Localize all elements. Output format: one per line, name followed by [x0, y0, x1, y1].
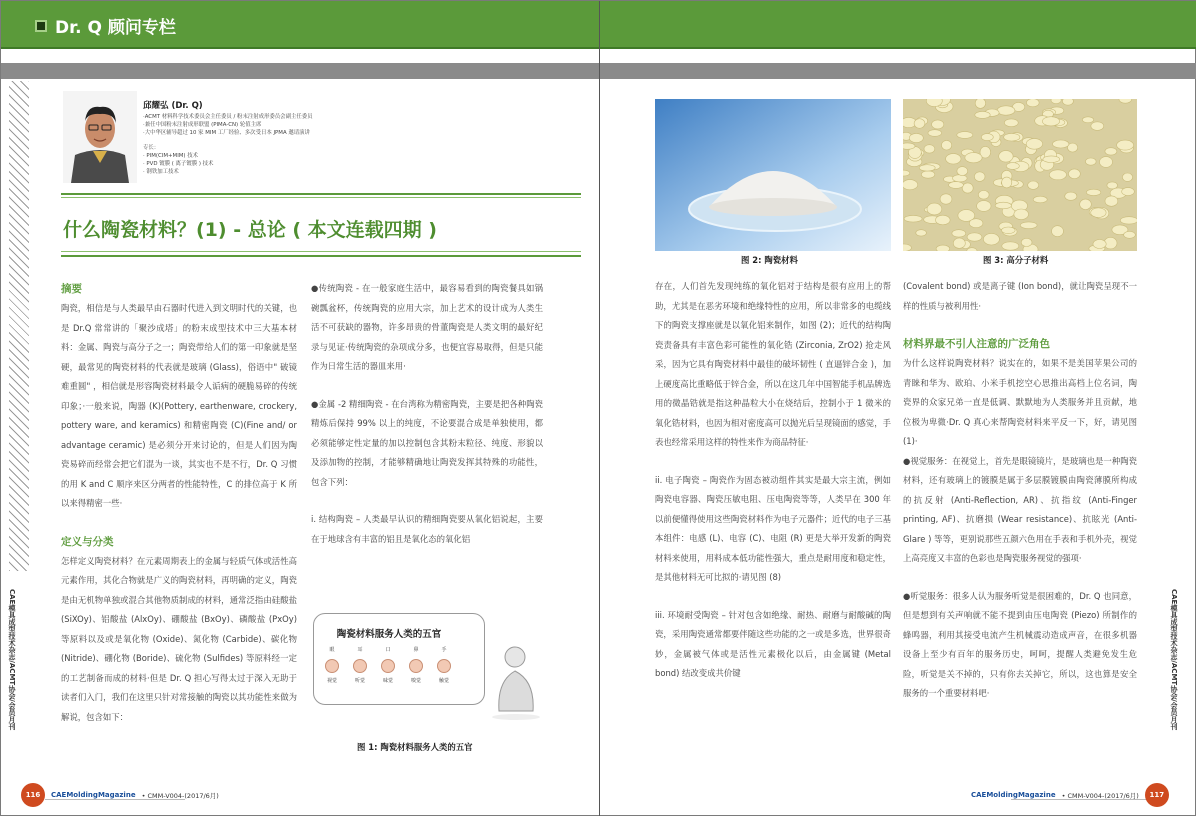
pellet: [1107, 182, 1118, 189]
pellet: [1122, 173, 1132, 181]
pellet: [975, 111, 990, 118]
paragraph: ●视觉服务：在视觉上，首先是眼镜镜片，是玻璃也是一种陶瓷材料，还有玻璃上的镀膜是属于多层膜镀膜由陶瓷薄膜所构成的抗反射 (Anti-Reflection, AR)、抗指纹 (Anti-Finger printing, AF)、抗磨损 (Wear resistance)、抗眩光 (Anti-Glare ) 等等，更别说那些五颜六色用在手表和手机外壳，视觉上高亮度又丰富的色彩也是陶瓷服务视觉的强项·: [903, 455, 1137, 563]
pellet: [967, 248, 977, 251]
figure-title: 陶瓷材料服务人类的五官: [336, 629, 442, 640]
pellet: [1006, 163, 1019, 170]
footer-right: [971, 783, 1169, 807]
pellet: [957, 167, 968, 176]
side-label-left: CAE模具成型技术杂志/ACMT协会/会员月刊: [8, 589, 16, 730]
pellet: [967, 233, 982, 241]
page-spine: [599, 1, 600, 816]
pellet: [940, 194, 952, 204]
pellet: [932, 120, 944, 129]
left-column-1: [61, 279, 297, 761]
pellet: [977, 201, 991, 212]
profile-line: · PVD 镀膜 ( 离子镀膜 ) 技术: [143, 161, 214, 167]
pellet: [936, 245, 950, 251]
page-number-right: 117: [1145, 783, 1169, 807]
nose-icon: [409, 659, 423, 673]
pellet: [936, 215, 951, 225]
pellet: [903, 180, 918, 190]
side-label-right: CAE模具成型技术杂志/ACMT协会/会员月刊: [1170, 589, 1178, 730]
five-senses-figure: [313, 613, 485, 705]
left-column-2: [311, 279, 543, 579]
footer-left: [21, 783, 219, 807]
pellet: [1069, 169, 1081, 179]
ear-icon: [353, 659, 367, 673]
pellet: [1062, 99, 1073, 105]
pellet: [919, 165, 935, 171]
paragraph: ii. 电子陶瓷 – 陶瓷作为固态被动组件其实是最大宗主流，例如陶瓷电容器、陶瓷压敏电阻、压电陶瓷等等，人类早在 300 年以前便懂得使用这些陶瓷材料作为电子元器件；近代的电子三基本组件：电感 (L)、电容 (C)、电阻 (R) 更是大举开发新的陶瓷材料来使用，用料成本低功能性强大，重点是耐用度和稳定性，是其他材料无可比拟的·请见图 (8): [655, 474, 891, 582]
title-rule-top: [61, 193, 581, 195]
pellet: [1120, 217, 1137, 224]
column-title: [35, 13, 176, 38]
pellet: [904, 215, 922, 222]
pellet: [921, 171, 934, 178]
paragraph: 存在，人们首先发现纯练的氧化铝对于结构是很有应用上的帮助，尤其是在恶劣环境和绝缘特性的应用，所以非常多的电缆线下的陶瓷支撑座就是以氧化铝来制作，如图 (2)；近代的结构陶瓷责备具有丰富色彩可能性的氧化锆 (Zirconia, ZrO2) 抢走风采，因为它具有陶瓷材料中最佳的破坏韧性 ( 直逼锌合金 )，加上硬度高比重略低于锌合金，所以在这几年中国智能手机品牌选用的微晶锆就是指这种晶粒大小在烧结后，控制小于 1 微米的氧化锆材料，也因为相对密度高可以抛光后呈现镜面的感觉，手表也经常采用这样的特性来作为商品特征·: [655, 281, 891, 447]
figure-3-caption: 图 3: 高分子材料: [983, 255, 1049, 265]
pellet: [1091, 122, 1104, 131]
paragraph: 为什么这样说陶瓷材料？说实在的，如果不是美国苹果公司的青睐和华为、欧珀、小米手机挖空心思推出高档上位名词，陶瓷界的众家兄弟一直是低调、默默地为人类服务并且贡献，地位极为卑微·Dr. Q 真心来帮陶瓷材料来平反一下，好，请见图 (1)·: [903, 358, 1137, 446]
profile-line: 专长：: [143, 145, 160, 151]
paragraph: ●金属 -2 精细陶瓷 - 在台湾称为精密陶瓷，主要是把各种陶瓷精炼后保持 99% 以上的纯度，不论要混合成是单独使用，都必须能够定性定量的加以控制包含其粉末粒径、纯度、形貌以及添加物的控制，才能够精确地让陶瓷发挥其特殊的功能性，包含下列：: [311, 398, 543, 487]
pellet: [1004, 133, 1020, 141]
figure-1-caption: 图 1: 陶瓷材料服务人类的五官: [357, 742, 473, 752]
pellet: [995, 202, 1011, 209]
pellet: [1051, 99, 1061, 104]
issue-label: • CMM-V004-(2017/6月): [141, 791, 219, 800]
pellet: [983, 233, 999, 245]
pellet: [1028, 181, 1039, 189]
pellet: [924, 145, 935, 153]
title-rule-top-thin: [61, 197, 581, 198]
eye-icon: [325, 659, 339, 673]
pellet: [1053, 140, 1069, 148]
pellet: [1042, 117, 1059, 126]
pellet: [1049, 170, 1066, 180]
header-band-right: [600, 1, 1196, 49]
paragraph: iii. 环境耐受陶瓷 – 针对包含如绝缘、耐热、耐磨与耐酸碱的陶瓷，采用陶瓷通常都要伴随这些功能的之一或是多选，世界很奇妙，金属被气体或是活性元素极化以后，由金属键 (Metal bond) 结改变成共价键: [655, 609, 891, 678]
magazine-brand: CAEMoldingMagazine: [51, 791, 136, 799]
pellet: [909, 133, 923, 142]
sense-ear: 耳 听觉: [354, 647, 365, 684]
pellet: [953, 175, 968, 182]
page-number-left: 116: [21, 783, 45, 807]
pellet: [1020, 222, 1037, 229]
pellet: [1117, 140, 1134, 150]
profile-line: ·兼任中国粉末注射成形联盟 (PIMA-CN) 轮值主席: [143, 122, 262, 128]
ceramic-powder-photo: [655, 99, 891, 251]
gray-band-right: [600, 63, 1196, 79]
right-column-2: [903, 277, 1137, 755]
paragraph: ●传统陶瓷 - 在一般家庭生活中，最容易看到的陶瓷餐具如锅碗瓢盆杯，传统陶瓷的应用大宗，加上艺术的设计成为人类生活不可获缺的器物，许多昂贵的骨董陶瓷是人类文明的最好纪录与见证·传统陶瓷的杂项成分多，也便宜容易取得，但是只能作为日常生活的器皿来用·: [311, 283, 543, 371]
title-rule-bottom: [61, 255, 581, 257]
profile-line: · PIM(CIM+MIM) 技术: [143, 153, 199, 159]
pellet: [1124, 231, 1136, 238]
pellet: [1026, 139, 1042, 150]
pellet: [1002, 242, 1019, 250]
profile-line: · 钢铁加工技术: [143, 169, 179, 175]
pellet: [997, 106, 1015, 115]
author-profile: [63, 91, 373, 187]
pellet: [965, 153, 982, 163]
title-rule-bottom-thin: [61, 251, 581, 252]
right-column-1: [655, 277, 891, 755]
paragraph: (Covalent bond) 或是离子键 (Ion bond)，就让陶瓷呈现不一样的性质与被利用性·: [903, 281, 1137, 311]
pellet: [1052, 226, 1064, 237]
pellet: [916, 230, 927, 236]
pellet: [1080, 199, 1092, 209]
pellet: [1027, 99, 1040, 107]
pellet: [1002, 227, 1016, 234]
pellet: [1043, 156, 1060, 163]
pellet: [942, 140, 952, 150]
author-name: 邱耀弘 (Dr. Q): [143, 101, 203, 111]
magazine-brand: CAEMoldingMagazine: [971, 791, 1056, 799]
pellet: [1122, 188, 1135, 196]
pellet: [981, 134, 993, 141]
pellet: [946, 154, 961, 164]
pellet: [928, 130, 942, 137]
paragraph: ●听觉服务：很多人认为服务听觉是很困难的，Dr. Q 也同意，但是想到有关声响就不能不提到由压电陶瓷 (Piezo) 所制作的蜂鸣器，利用其接受电流产生机械震动造成声音，在很多机器设备上至少有百年的服务历史，呵呵，提醒人类避免发生危险，听觉是关不掉的，只有你去关掉它，所以，这也算是安全服务的一个重要材料吧·: [903, 590, 1137, 698]
pellet: [1105, 148, 1117, 155]
profile-line: ·大中华区辅导超过 10 家 MIM 工厂经验、多次受日本 JPMA 邀请演讲: [143, 130, 310, 136]
pellet: [978, 191, 989, 200]
issue-label: • CMM-V004-(2017/6月): [1061, 791, 1139, 800]
pellet: [974, 172, 985, 182]
section-heading: 材料界最不引人注意的广泛角色: [903, 338, 1050, 350]
pellet: [1100, 157, 1113, 168]
pellet: [975, 99, 985, 108]
pellet: [903, 143, 915, 149]
thinking-figure-illustration: [485, 641, 547, 721]
pellet: [952, 230, 966, 237]
pellet: [1021, 238, 1032, 246]
pellet: [1091, 208, 1106, 218]
article-title: 什么陶瓷材料？(1) - 总论 ( 本文连载四期 ): [63, 219, 437, 241]
pellet: [1086, 158, 1097, 165]
mouth-icon: [381, 659, 395, 673]
polymer-pellets-photo: [903, 99, 1137, 251]
pellet: [927, 203, 942, 215]
author-photo: [63, 91, 137, 183]
pellet: [1033, 196, 1047, 203]
paragraph: 陶瓷，相信是与人类最早由石器时代进入到文明时代的关键，也是 Dr.Q 常常讲的「聚沙成塔」的粉末成型技术中三大基本材料：金属、陶瓷与高分子之一；陶瓷带给人们的第一印象就是坚硬，最常见的陶瓷材料的代表就是玻璃 (Glass)，俗语中" 破镜难重圆" ，相信就是形容陶瓷材料最令人诟病的硬脆易碎的传统印象；·一般来说，陶器 (K)(Pottery, earthenware, crockery, pottery ware, and keramics) 和精密陶瓷 (C)(Fine and/ or advantage ceramic) 是必须分开来讨论的，但是人们因为陶瓷易碎而经常会把它们混为一谈，其实也不是不行，Dr. Q 习惯的用 K and C 顺序来区分两者的性能特性，C 的排位高于 K 所以来得精密一些·: [61, 303, 297, 508]
pellet: [1002, 177, 1012, 188]
hand-icon: [437, 659, 451, 673]
section-heading: 摘要: [61, 283, 82, 295]
pellet: [969, 219, 983, 228]
column-title-text: Dr. Q 顾问专栏: [55, 18, 176, 38]
sense-eye: 眼 视觉: [326, 647, 337, 684]
pellet: [1014, 209, 1029, 220]
paragraph: i. 结构陶瓷 – 人类最早认识的精细陶瓷要从氧化铝说起，主要在于地球含有丰富的铝且是氧化态的氧化铝: [311, 514, 543, 544]
pellet: [999, 151, 1013, 162]
sense-mouth: 口 味觉: [382, 647, 393, 684]
figure-2-caption: 图 2: 陶瓷材料: [741, 255, 798, 265]
pellet: [957, 132, 973, 139]
sense-hand: 手 触觉: [438, 647, 449, 684]
pellet: [1065, 192, 1077, 200]
profile-line: ·ACMT 材料科学技术委员会主任委员 / 粉末注射成形委员会副主任委员: [143, 114, 313, 120]
sense-nose: 鼻 嗅觉: [410, 647, 421, 684]
pellet: [953, 238, 965, 248]
pellet: [1004, 119, 1018, 127]
pellet: [949, 182, 964, 189]
pellet: [1093, 240, 1106, 249]
diagonal-hatch-decoration: [9, 81, 29, 571]
section-heading: 定义与分类: [61, 535, 114, 548]
pellet: [1086, 189, 1100, 195]
paragraph: 怎样定义陶瓷材料？在元素周期表上的金属与轻质气体或活性高元素作用，其化合物就是广义的陶瓷材料，再明确的定义，陶瓷是由无机物单独或混合其他物质制成的材料，通常泛指由硅酸盐 (SiXOy)、铝酸盐 (AlxOy)、硼酸盐 (BxOy)、磷酸盐 (PxOy) 等原料以及或是氧化物 (Oxide)、氮化物 (Carbide)、碳化物 (Nitride)、硼化物 (Boride)、硫化物 (Sulfides) 等原料经一定的工艺制备而成的材料·但是 Dr. Q 担心写得太过于深入无助于读者们入门，我们在这里只针对常接触的陶瓷以其功能性来做为解说，包含如下：: [61, 555, 297, 722]
pellet: [1105, 196, 1118, 206]
pellet: [962, 183, 973, 193]
gray-band-left: [1, 63, 599, 79]
square-bullet-icon: [35, 20, 47, 32]
pellet: [914, 119, 925, 129]
pellet: [1082, 117, 1093, 123]
